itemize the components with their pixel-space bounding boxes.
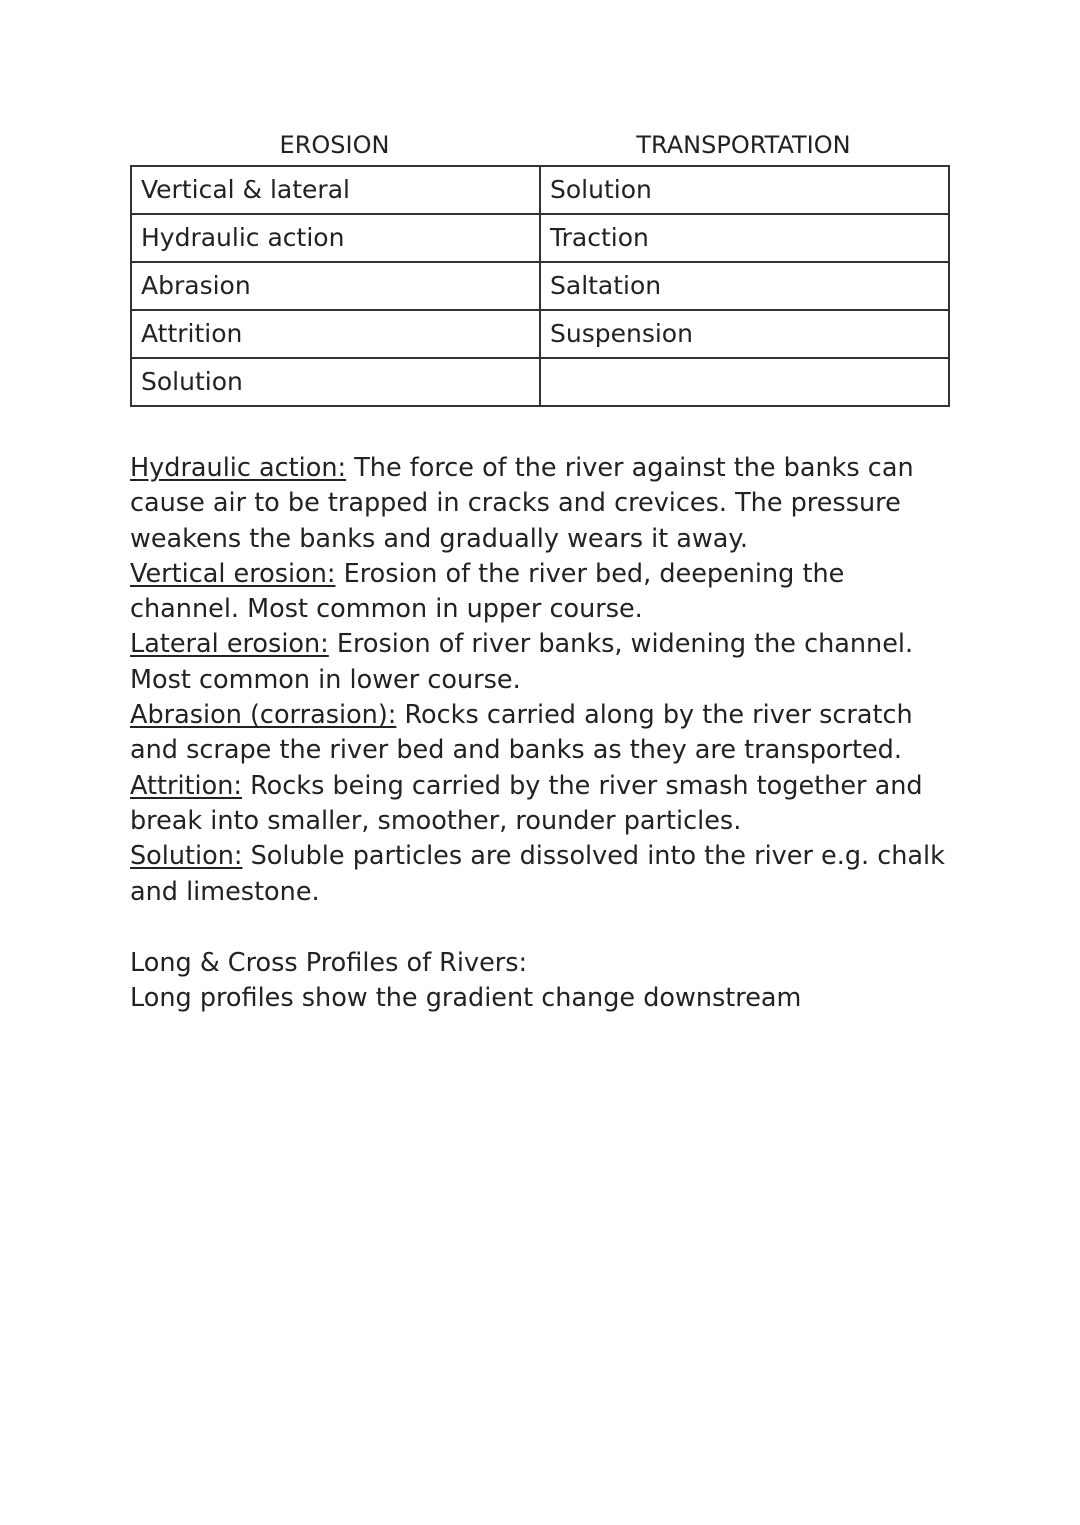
- definition-hydraulic-action: [130, 451, 960, 557]
- table-row: [131, 358, 949, 406]
- table-row: [131, 310, 949, 358]
- profiles-section: [130, 946, 960, 1017]
- table-row: [131, 214, 949, 262]
- definition-term: Attrition:: [130, 770, 242, 801]
- table-row: [131, 262, 949, 310]
- definition-text: The force of the river against the banks can cause air to be trapped in cracks and crevices. The pressure weakens the banks and gradually wears it away.: [130, 453, 914, 554]
- erosion-cell: Hydraulic action: [131, 214, 540, 262]
- definition-text: Erosion of the river bed, deepening the channel. Most common in upper course.: [130, 558, 845, 625]
- definition-term: Solution:: [130, 841, 243, 872]
- table-row: [131, 166, 949, 214]
- definition-attrition: [130, 769, 960, 840]
- transportation-header: TRANSPORTATION: [636, 131, 851, 159]
- transportation-cell: [540, 358, 949, 406]
- definition-text: Erosion of river banks, widening the channel. Most common in lower course.: [130, 629, 914, 695]
- transportation-cell: Saltation: [540, 262, 949, 310]
- erosion-header: EROSION: [279, 131, 390, 159]
- erosion-cell: Vertical & lateral: [131, 166, 540, 214]
- processes-table: [130, 165, 950, 407]
- erosion-cell: Attrition: [131, 310, 540, 358]
- definition-term: Lateral erosion:: [130, 629, 329, 660]
- definition-text: Rocks carried along by the river scratch and scrape the river bed and banks as they are transported.: [130, 700, 913, 766]
- erosion-cell: Solution: [131, 358, 540, 406]
- erosion-cell: Abrasion: [131, 262, 540, 310]
- transportation-cell: Solution: [540, 166, 949, 214]
- definition-text: Rocks being carried by the river smash together and break into smaller, smoother, rounder particles.: [130, 770, 923, 836]
- definition-solution: [130, 839, 960, 910]
- table-headers: [130, 128, 948, 164]
- definition-term: Abrasion (corrasion):: [130, 700, 397, 731]
- definitions-section: [130, 451, 960, 910]
- definition-vertical-erosion: [130, 557, 960, 628]
- definition-term: Hydraulic action:: [130, 453, 347, 483]
- definition-abrasion: [130, 698, 960, 769]
- definition-term: Vertical erosion:: [130, 558, 336, 589]
- definition-lateral-erosion: [130, 627, 960, 698]
- transportation-cell: Traction: [540, 214, 949, 262]
- profiles-line: Long profiles show the gradient change downstream: [130, 983, 802, 1014]
- definition-text: Soluble particles are dissolved into the river e.g. chalk and limestone.: [130, 841, 945, 907]
- transportation-cell: Suspension: [540, 310, 949, 358]
- profiles-heading: Long & Cross Profiles of Rivers:: [130, 948, 528, 978]
